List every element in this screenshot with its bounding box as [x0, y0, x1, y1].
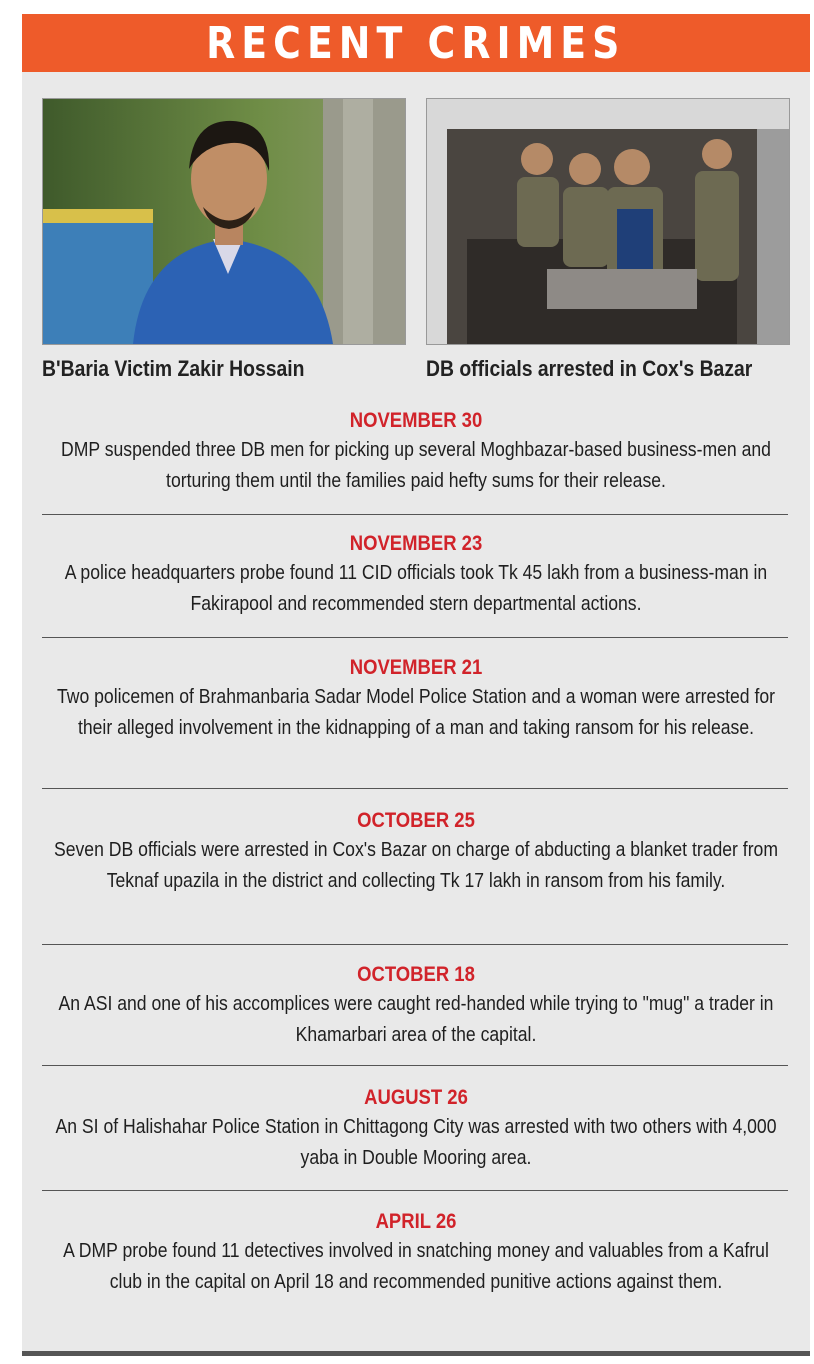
- banner-title: RECENT CRIMES: [206, 17, 626, 69]
- crime-entry: [22, 1084, 810, 1173]
- crime-entry: [22, 530, 810, 619]
- divider: [42, 514, 788, 515]
- crime-entry: [22, 407, 810, 496]
- entry-text: A police headquarters probe found 11 CID officials took Tk 45 lakh from a business-man in Fakirapool and recommended stern departmental actions.: [64, 562, 768, 615]
- entry-date: AUGUST 26: [364, 1086, 468, 1109]
- entry-text: DMP suspended three DB men for picking up several Moghbazar-based business-men and torturing them until the families paid hefty sums for their release.: [61, 439, 771, 492]
- entry-text: Seven DB officials were arrested in Cox's Bazar on charge of abducting a blanket trader from Teknaf upazila in the district and collecting Tk 17 lakh in ransom from his family.: [53, 839, 779, 892]
- arrested-officials-photo: [426, 98, 790, 345]
- arrested-officials-photo-image: [427, 99, 789, 344]
- divider: [42, 637, 788, 638]
- divider: [42, 944, 788, 945]
- entry-date: OCTOBER 25: [357, 809, 475, 832]
- entry-date: APRIL 26: [375, 1210, 457, 1233]
- crime-entry: [22, 1208, 810, 1297]
- crime-entry: [22, 961, 810, 1050]
- victim-photo-caption: B'Baria Victim Zakir Hossain: [42, 356, 305, 381]
- divider: [42, 788, 788, 789]
- victim-photo: [42, 98, 406, 345]
- entry-text: An SI of Halishahar Police Station in Chittagong City was arrested with two others with 4,000 yaba in Double Mooring area.: [55, 1116, 777, 1169]
- entry-date: NOVEMBER 23: [349, 532, 483, 555]
- crime-entry: [22, 807, 810, 896]
- entry-date: OCTOBER 18: [357, 963, 475, 986]
- arrested-officials-caption: DB officials arrested in Cox's Bazar: [426, 356, 753, 381]
- crime-entry: [22, 654, 810, 743]
- divider: [42, 1065, 788, 1066]
- banner: [22, 14, 810, 72]
- recent-crimes-panel: [22, 14, 810, 1356]
- entry-date: NOVEMBER 30: [349, 409, 483, 432]
- entry-text: An ASI and one of his accomplices were caught red-handed while trying to "mug" a trader in Khamarbari area of the capital.: [58, 993, 774, 1046]
- victim-photo-image: [43, 99, 405, 344]
- divider: [42, 1190, 788, 1191]
- entry-text: Two policemen of Brahmanbaria Sadar Model Police Station and a woman were arrested for their alleged involvement in the kidnapping of a man and taking ransom for his release.: [56, 686, 776, 739]
- entry-text: A DMP probe found 11 detectives involved in snatching money and valuables from a Kafrul club in the capital on April 18 and recommended punitive actions against them.: [63, 1240, 769, 1293]
- entry-date: NOVEMBER 21: [349, 656, 483, 679]
